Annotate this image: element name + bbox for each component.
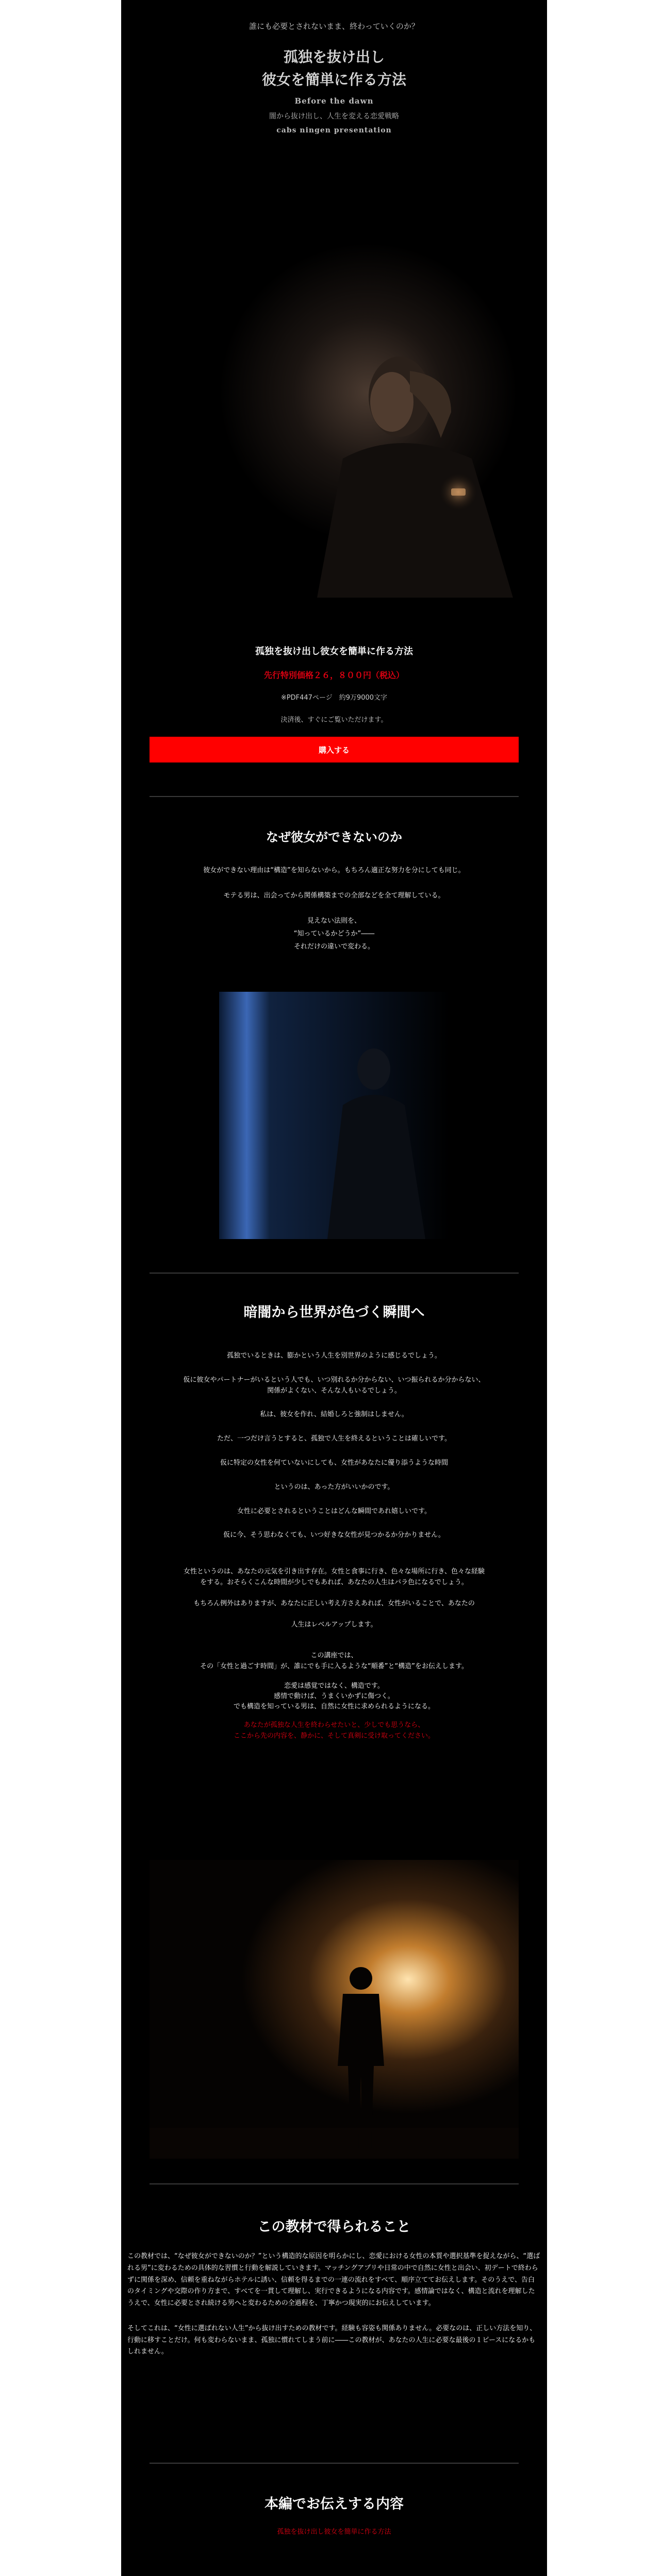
world-line: 仮に特定の女性を何ていないにしても、女性があなたに優り添うような時間: [220, 1459, 448, 1467]
world-section: [121, 1301, 547, 1740]
divider-line: [150, 2183, 519, 2184]
product-price: 先行特別価格２６，８００円（税込）: [263, 670, 404, 680]
why-paragraph-1: 彼女ができない理由は“構造”を知らないから。もちろん適正な努力を分にしても同じ。: [203, 867, 465, 874]
world-line: というのは、あった方がいいかのです。: [274, 1483, 394, 1491]
hero-section: [121, 21, 547, 134]
hero-tagline: 誰にも必要とされないまま、終わっていくのか？: [249, 22, 419, 31]
product-delivery: 決済後、すぐにご覧いただけます。: [280, 716, 388, 724]
hero-title-line2: 彼女を簡単に作る方法: [261, 71, 406, 88]
hero-image-man-in-dark: [121, 170, 547, 598]
contents-section: [121, 2493, 547, 2536]
world-block2-line: 女性というのは、あなたの元気を引き出す存在。女性と食事に行き、色々な場所に行き、色々な経験: [184, 1568, 485, 1576]
why-section: [121, 827, 547, 951]
world-lines: [121, 1351, 547, 1541]
world-heading: 暗闇から世界が色づく瞬間へ: [243, 1304, 425, 1320]
divider-line: [150, 796, 519, 797]
gain-paragraph-2: そしてこれは、“女性に選ばれない人生”から抜け出すための教材です。経験も容姿も関係ありません。必要なのは、正しい方法を知り、行動に移すことだけ。何も変わらないまま、孤独に慣れてしまう前に――この教材が、あなたの人生に必要な最後の１ピースになるかもしれません。: [127, 2324, 537, 2356]
contents-heading: 本編でお伝えする内容: [264, 2496, 404, 2512]
world-block3-line: 恋愛は感覚ではなく、構造です。: [284, 1682, 384, 1690]
why-paragraph-2: モテる男は、出会ってから関係構築までの全部などを全て理解している。: [223, 892, 445, 900]
buy-button[interactable]: 購入する: [150, 737, 519, 762]
why-line-3b: “知っているかどうか”――: [293, 930, 375, 938]
world-line: 孤独でいるときは、膨かという人生を別世界のように感じるでしょう。: [227, 1352, 441, 1360]
contents-subtitle: 孤独を抜け出し彼女を簡単に作る方法: [277, 2528, 391, 2536]
product-section: [121, 644, 547, 724]
gain-section: [121, 2215, 547, 2358]
world-block3-line: その「女性と過ごす時間」が、誰にでも手に入るような“順番”と“構造”をお伝えします。: [200, 1662, 468, 1670]
product-name: 孤独を抜け出し彼女を簡単に作る方法: [255, 646, 413, 657]
image-silhouette-light: [150, 1860, 519, 2159]
why-line-3c: それだけの違いで変わる。: [293, 943, 374, 951]
world-line: 仮に今、そう思わなくても、いつ好きな女性が見つかるか分かりません。: [223, 1531, 445, 1539]
world-red-line-1: あなたが孤独な人生を終わらせたいと、少しでも思うなら、: [243, 1721, 425, 1730]
world-block3-line: この講座では、: [310, 1652, 358, 1660]
sales-page: [121, 0, 547, 2576]
world-line: 女性に必要とされるということはどんな瞬間であれ嬉しいです。: [237, 1507, 431, 1515]
hero-subtitle-jp: 闇から抜け出し、人生を変える恋愛戦略: [269, 112, 399, 121]
world-line: ただ、一つだけ言うとすると、孤独で人生を終えるということは確しいです。: [217, 1435, 451, 1443]
hero-author: cabs ningen presentation: [276, 126, 392, 134]
image-man-blue-light: [219, 992, 449, 1239]
product-spec: ※PDF447ページ 約9万9000文字: [280, 694, 388, 702]
world-block3-line: でも構造を知っている男は、自然に女性に求められるようになる。: [233, 1702, 435, 1710]
world-block2-line: をする。おそらくこんな時間が少しでもあれば、あなたの人生はパラ色になるでしょう。: [200, 1578, 468, 1586]
why-line-3a: 見えない法則を、: [307, 917, 361, 925]
world-line: 私は、彼女を作れ、結婚しろと強制はしません。: [260, 1411, 408, 1419]
hero-subtitle-en: Before the dawn: [294, 96, 374, 106]
gain-paragraph-1: この教材では、“なぜ彼女ができないのか？”という構造的な原因を明らかにし、恋愛における女性の本質や選択基準を捉えながら、“選ばれる男”に変わるための具体的な習慣と行動を解説していきます。マッチングアプリや日常の中で自然に女性と出会い、初デートで終わらずに関係を深め、信頼を重ねながらホテルに誘い、信頼を得るまでの一連の流れをすべて、順序立ててお伝えします。そのうえで、告白のタイミングや交際の作り方まで、すべてを一貫して理解し、実行できるようになる内容です。感情論ではなく、構造と流れを理解したうえで、女性に必要とされ続ける男へと変わるための全過程を、丁寧かつ現実的にお伝えしています。: [127, 2252, 540, 2307]
world-block3-line: 感情で動けば、うまくいかずに傷つく。: [274, 1692, 394, 1700]
gain-heading: この教材で得られること: [257, 2219, 411, 2235]
why-heading: なぜ彼女ができないのか: [266, 830, 402, 844]
world-red-line-2: ここから先の内容を、静かに、そして真剣に受け取ってください。: [233, 1732, 435, 1740]
hero-title-line1: 孤独を抜け出し: [283, 48, 385, 65]
world-block2-line: 人生はレベルアップします。: [291, 1620, 377, 1629]
world-block-3: [121, 1651, 547, 1712]
divider-line: [150, 2463, 519, 2464]
divider-line: [150, 1273, 519, 1274]
world-line: 仮に彼女やパートナーがいるという人でも、いつ別れるか分からない、いつ振られるか分からない、 関係がよくない、そんな人もいるでしょう。: [183, 1376, 485, 1395]
world-block2-line: もちろん例外はありますが、あなたに正しい考え方さえあれば、女性がいることで、あなたの: [193, 1599, 475, 1607]
world-block-2: [121, 1567, 547, 1630]
